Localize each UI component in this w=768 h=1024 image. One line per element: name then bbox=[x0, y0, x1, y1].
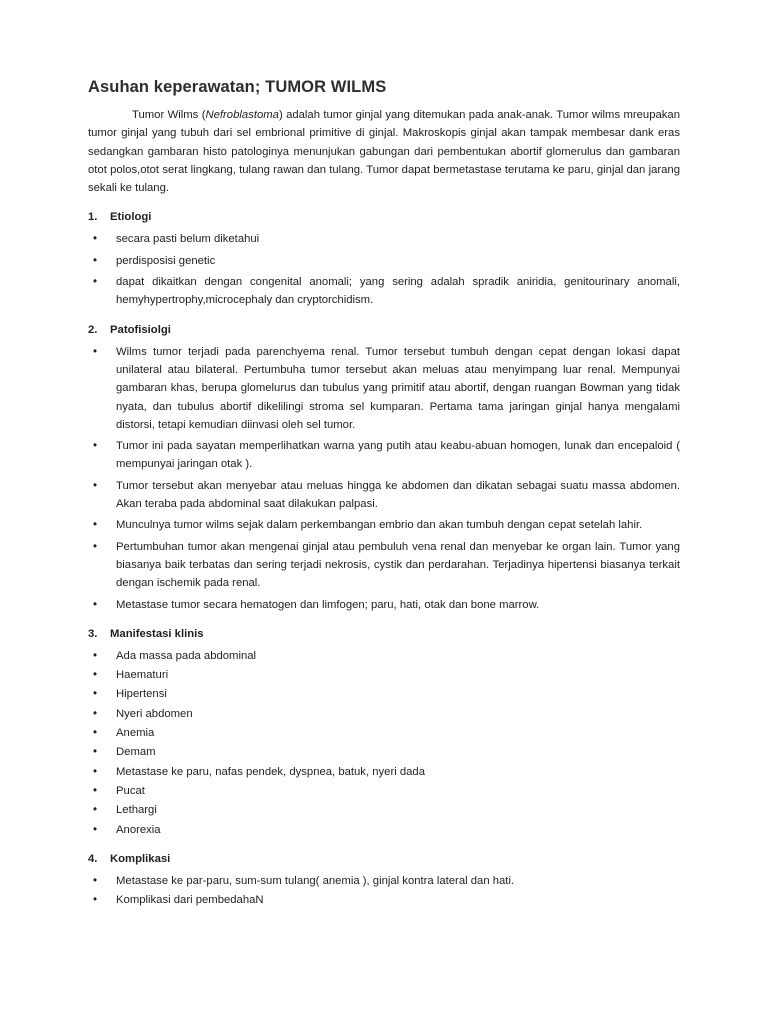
section-title: Etiologi bbox=[110, 211, 152, 224]
list-item: • secara pasti belum diketahui bbox=[88, 230, 680, 248]
list-item: • Pertumbuhan tumor akan mengenai ginjal atau pembuluh vena renal dan menyebar ke organ lain. Tumor yang biasanya baik terbatas dan sering terjadi nekrosis, cystik dan perdarahan. Terjadinya hipertensi biasanya terkait dengan ischemik pada renal. bbox=[88, 538, 680, 593]
list-item: • Pucat bbox=[88, 782, 680, 800]
list-item: • Lethargi bbox=[88, 801, 680, 819]
list-item: • Nyeri abdomen bbox=[88, 705, 680, 723]
list-item: • Anorexia bbox=[88, 821, 680, 839]
section-komplikasi bbox=[88, 853, 680, 910]
section-list bbox=[88, 230, 680, 309]
list-item: • perdisposisi genetic bbox=[88, 252, 680, 270]
list-item: • dapat dikaitkan dengan congenital anomali; yang sering adalah spradik aniridia, genitourinary anomali, hemyhypertrophy,microcephaly dan cryptorchidism. bbox=[88, 273, 680, 310]
list-item: • Metastase ke paru, nafas pendek, dyspnea, batuk, nyeri dada bbox=[88, 763, 680, 781]
intro-italic-term: Nefroblastoma bbox=[205, 109, 279, 121]
page-title: Asuhan keperawatan; TUMOR WILMS bbox=[88, 78, 387, 96]
intro-lead: Tumor Wilms ( bbox=[132, 109, 206, 121]
section-list bbox=[88, 872, 680, 910]
section-list bbox=[88, 343, 680, 614]
section-title: Patofisiolgi bbox=[110, 323, 171, 336]
intro-rest: ) adalah tumor ginjal yang ditemukan pada anak-anak. Tumor wilms mreupakan tumor ginjal yang tubuh dari sel embrional primitive di ginjal. Makroskopis ginjal akan tampak membesar dank eras sedangkan gambaran histo patologinya menunjukan gabungan dari pembentukan abortif glomerulus dan gambaran otot polos,otot serat lingkang, tulang rawan dan tulang. Tumor dapat bermetastase terutama ke paru, ginjal dan jarang sekali ke tulang. bbox=[88, 109, 680, 195]
list-item: • Haematuri bbox=[88, 666, 680, 684]
section-heading bbox=[88, 628, 680, 640]
list-item: • Munculnya tumor wilms sejak dalam perkembangan embrio dan akan tumbuh dengan cepat setelah lahir. bbox=[88, 516, 680, 534]
list-item: • Metastase tumor secara hematogen dan limfogen; paru, hati, otak dan bone marrow. bbox=[88, 596, 680, 614]
list-item: • Ada massa pada abdominal bbox=[88, 647, 680, 665]
section-number: 1. bbox=[88, 211, 98, 224]
section-heading bbox=[88, 211, 680, 223]
section-title: Manifestasi klinis bbox=[110, 627, 204, 640]
section-number: 4. bbox=[88, 852, 98, 865]
section-etiologi bbox=[88, 211, 680, 309]
section-patofisiolgi bbox=[88, 324, 680, 614]
section-number: 3. bbox=[88, 627, 98, 640]
list-item: • Demam bbox=[88, 743, 680, 761]
list-item: • Anemia bbox=[88, 724, 680, 742]
section-manifestasi-klinis bbox=[88, 628, 680, 839]
intro-paragraph bbox=[88, 106, 680, 197]
section-title: Komplikasi bbox=[110, 852, 171, 865]
section-list bbox=[88, 647, 680, 839]
list-item: • Metastase ke par-paru, sum-sum tulang( anemia ), ginjal kontra lateral dan hati. bbox=[88, 872, 680, 890]
list-item: • Tumor ini pada sayatan memperlihatkan warna yang putih atau keabu-abuan homogen, lunak dan encepaloid ( mempunyai jaringan otak ). bbox=[88, 437, 680, 474]
section-number: 2. bbox=[88, 323, 98, 336]
list-item: • Wilms tumor terjadi pada parenchyema renal. Tumor tersebut tumbuh dengan cepat dengan lokasi dapat unilateral atau bilateral. Pertumbuha tumor tersebut akan meluas atau menyimpang luar renal. Mempunyai gambaran khas, berupa glomelurus dan tubulus yang primitif atau abortif, dengan ruangan Bowman yang tidak nyata, dan tubulus abortif dikelilingi stroma sel kumparan. Pertama tama jaringan ginjal hanya mengalami distorsi, tetapi kemudian diinvasi oleh sel tumor. bbox=[88, 343, 680, 434]
section-heading bbox=[88, 324, 680, 336]
section-heading bbox=[88, 853, 680, 865]
list-item: • Hipertensi bbox=[88, 685, 680, 703]
list-item: • Komplikasi dari pembedahaN bbox=[88, 891, 680, 909]
list-item: • Tumor tersebut akan menyebar atau meluas hingga ke abdomen dan dikatan sebagai suatu massa abdomen. Akan teraba pada abdominal saat dilakukan palpasi. bbox=[88, 477, 680, 514]
